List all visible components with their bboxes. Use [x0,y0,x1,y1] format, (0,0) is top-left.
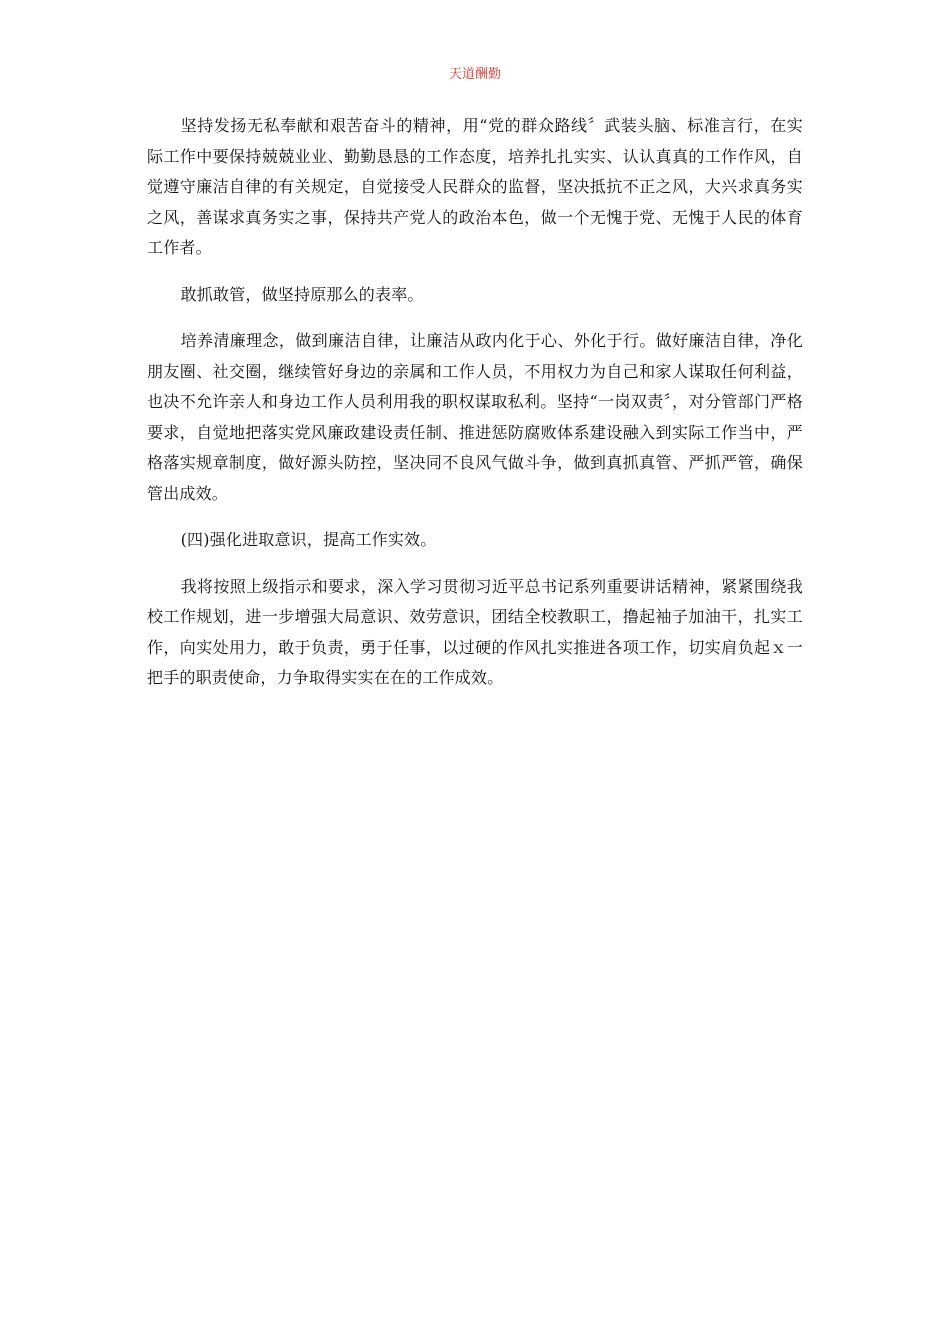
document-body [147,111,803,710]
paragraph-2: 敢抓敢管，做坚持原那么的表率。 [180,284,424,304]
section-heading-4: (四)强化进取意识，提高工作实效。 [180,530,437,549]
paragraph-1: 坚持发扬无私奉献和艰苦奋斗的精神，用“党的群众路线〞武装头脑、标准言行，在实际工作中要保持兢兢业业、勤勤恳恳的工作态度，培养扎扎实实、认认真真的工作作风，自觉遵守廉洁自律的有关规定，自觉接受人民群众的监督，坚决抵抗不正之风，大兴求真务实之风，善谋求真务实之事，保持共产党人的政治本色，做一个无愧于党、无愧于人民的体育工作者。 [147,116,803,257]
paragraph-5: 我将按照上级指示和要求，深入学习贯彻习近平总书记系列重要讲话精神，紧紧围绕我校工作规划，进一步增强大局意识、效劳意识，团结全校教职工，撸起袖子加油干，扎实工作，向实处用力，敢于负责，勇于任事，以过硬的作风扎实推进各项工作，切实肩负起ｘ一把手的职责使命，力争取得实实在在的工作成效。 [147,576,803,687]
paragraph-3: 培养清廉理念，做到廉洁自律，让廉洁从政内化于心、外化于行。做好廉洁自律，净化朋友圈、社交圈，继续管好身边的亲属和工作人员，不用权力为自己和家人谋取任何利益，也决不允许亲人和身边工作人员利用我的职权谋取私利。坚持“一岗双责〞，对分管部门严格要求，自觉地把落实党风廉政建设责任制、推进惩防腐败体系建设融入到实际工作当中，严格落实规章制度，做好源头防控，坚决同不良风气做斗争，做到真抓真管、严抓严管，确保管出成效。 [147,331,803,503]
header-title: 天道酬勤 [448,67,501,82]
